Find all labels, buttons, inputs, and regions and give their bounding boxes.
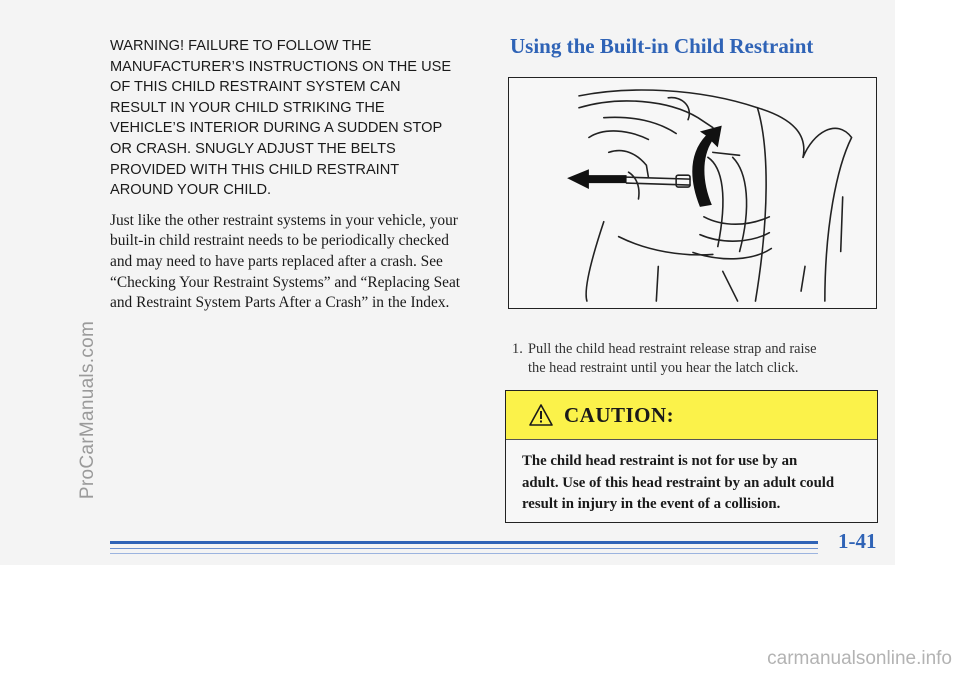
body-line: and may need to have parts replaced after a crash. See [110,252,443,270]
warning-line: OF THIS CHILD RESTRAINT SYSTEM CAN [110,79,401,96]
warning-line: AROUND YOUR CHILD. [110,182,272,199]
body-line: and Restraint System Parts After a Crash” in the Index. [110,294,450,312]
side-watermark: ProCarManuals.com [77,320,98,500]
footer-rule [110,541,818,544]
illustration-drawing [509,78,876,308]
caution-text [506,440,877,516]
footer-watermark: carmanualsonline.info [767,648,952,669]
caution-line: result in injury in the event of a collision. [522,496,781,512]
warning-line: OR CRASH. SNUGLY ADJUST THE BELTS [110,140,396,157]
page-number: 1-41 [838,529,877,553]
warning-line: RESULT IN YOUR CHILD STRIKING THE [110,99,385,116]
body-paragraph [110,211,480,314]
footer-rule [110,548,818,549]
warning-line: VEHICLE’S INTERIOR DURING A SUDDEN STOP [110,120,443,137]
step-number: 1. [512,341,523,357]
caution-box [505,390,878,523]
footer-rule [110,553,818,554]
step-line: the head restraint until you hear the latch click. [528,360,799,376]
body-line: Just like the other restraint systems in your vehicle, your [110,211,458,229]
instruction-step [512,340,872,378]
left-column [110,36,480,314]
warning-triangle-icon [528,403,554,427]
caution-header [506,391,877,440]
section-title: Using the Built-in Child Restraint [510,34,814,58]
caution-line: adult. Use of this head restraint by an adult could [522,474,835,491]
step-line: Pull the child head restraint release strap and raise [528,341,817,357]
warning-line: MANUFACTURER’S INSTRUCTIONS ON THE USE [110,58,452,75]
body-line: built-in child restraint needs to be periodically checked [110,232,449,250]
warning-line: WARNING! FAILURE TO FOLLOW THE [110,38,372,54]
body-line: “Checking Your Restraint Systems” and “Replacing Seat [110,273,461,291]
caution-label: CAUTION: [564,402,675,427]
head-restraint-illustration [508,77,877,309]
warning-paragraph [110,36,480,201]
caution-line: The child head restraint is not for use by an [522,453,798,469]
warning-line: PROVIDED WITH THIS CHILD RESTRAINT [110,161,400,178]
